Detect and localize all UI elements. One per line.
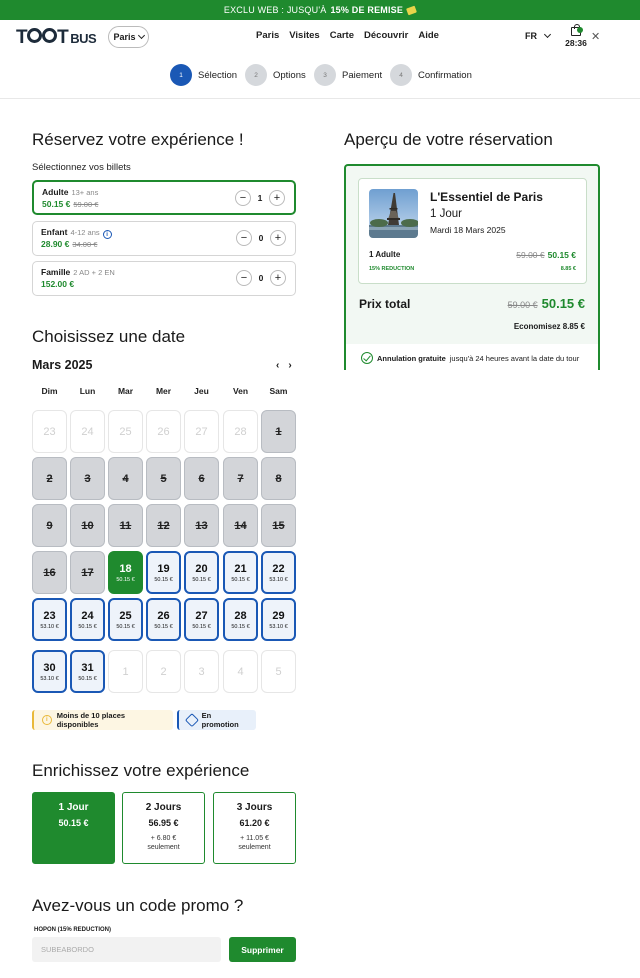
quantity-value: 1 [257, 193, 263, 203]
day-number: 26 [157, 609, 170, 622]
weekday-label: Dim [41, 386, 58, 396]
calendar-day[interactable] [108, 551, 143, 594]
decrement-button[interactable]: − [236, 230, 252, 246]
cart-button[interactable] [564, 25, 588, 53]
day-number: 8 [275, 472, 282, 485]
day-number: 31 [81, 661, 94, 674]
step-options[interactable]: 2 Options [245, 62, 306, 88]
ticket-enfant[interactable]: Enfant 4-12 ans i 28.90 € 34.00 € − 0 + [32, 221, 296, 256]
day-number: 1 [122, 665, 129, 678]
city-selector[interactable]: Paris [108, 26, 149, 48]
enrich-title: Enrichissez votre expérience [32, 761, 250, 780]
calendar-day [261, 410, 296, 453]
day-price: 50.15 € [231, 576, 250, 583]
calendar-day [70, 504, 105, 547]
quantity-stepper [235, 190, 285, 206]
calendar-day [108, 457, 143, 500]
day-number: 11 [119, 519, 132, 532]
calendar-day[interactable] [146, 598, 181, 641]
nav-paris[interactable]: Paris [256, 30, 280, 41]
day-number: 24 [81, 609, 94, 622]
calendar-day [146, 504, 181, 547]
increment-button[interactable]: + [270, 230, 286, 246]
promo-banner: EXCLU WEB : JUSQU'À 15% DE REMISE [0, 0, 640, 20]
cart-badge [577, 27, 583, 33]
day-number: 19 [157, 562, 170, 575]
day-price: 53.10 € [40, 623, 59, 630]
quantity-value: 0 [258, 273, 264, 283]
day-number: 3 [84, 472, 91, 485]
calendar-day [146, 457, 181, 500]
day-price: 53.10 € [269, 623, 288, 630]
day-number: 10 [81, 519, 94, 532]
checkout-steps [0, 62, 640, 88]
check-circle-icon [361, 352, 373, 364]
nav-carte[interactable]: Carte [329, 30, 355, 41]
quantity-value: 0 [258, 233, 264, 243]
day-number: 16 [43, 566, 56, 579]
calendar-day [261, 457, 296, 500]
day-number: 15 [272, 519, 285, 532]
main-nav [256, 30, 439, 41]
day-number: 21 [234, 562, 247, 575]
site-header [0, 20, 640, 56]
remove-promo-button[interactable]: Supprimer [229, 937, 296, 962]
calendar-day [32, 504, 67, 547]
total-label: Prix total [359, 297, 411, 311]
step-paiement[interactable]: 3 Paiement [314, 62, 382, 88]
legend-promotion: En promotion [177, 710, 256, 730]
duration-option-2[interactable]: 2 Jours 56.95 € + 6.80 € seulement [122, 792, 205, 864]
calendar-day [32, 457, 67, 500]
line-item-price: 59.00 € 50.15 € [516, 250, 576, 260]
calendar-day [223, 504, 258, 547]
day-number: 7 [237, 472, 244, 485]
day-price: 50.15 € [192, 623, 211, 630]
calendar-day [184, 650, 219, 693]
calendar-day [223, 650, 258, 693]
chevron-down-icon [544, 31, 551, 38]
day-price: 50.15 € [231, 623, 250, 630]
day-number: 12 [157, 519, 170, 532]
nav-visites[interactable]: Visites [289, 30, 320, 41]
day-number: 22 [272, 562, 285, 575]
day-number: 23 [43, 425, 56, 438]
calendar-day[interactable] [261, 551, 296, 594]
calendar-day[interactable] [223, 551, 258, 594]
calendar-day[interactable] [261, 598, 296, 641]
day-number: 30 [43, 661, 56, 674]
calendar-day[interactable] [32, 598, 67, 641]
day-number: 4 [122, 472, 129, 485]
promo-code-input[interactable] [32, 937, 221, 962]
savings-text: Economisez 8.85 € [513, 322, 585, 331]
day-number: 27 [195, 425, 208, 438]
calendar-day [146, 410, 181, 453]
booking-summary [344, 164, 600, 370]
warning-icon: i [42, 715, 52, 725]
calendar-day[interactable] [184, 551, 219, 594]
day-number: 25 [119, 609, 132, 622]
weekday-label: Lun [79, 386, 96, 396]
tickets-label: Sélectionnez vos billets [32, 162, 131, 173]
calendar-day [261, 650, 296, 693]
calendar-day[interactable] [32, 650, 67, 693]
info-icon[interactable]: i [103, 230, 112, 239]
reduction-label: 15% REDUCTION [369, 266, 415, 272]
increment-button[interactable]: + [269, 190, 285, 206]
day-number: 14 [234, 519, 247, 532]
calendar-day [223, 457, 258, 500]
step-selection[interactable]: 1 Sélection [170, 62, 237, 88]
calendar-day [184, 410, 219, 453]
calendar-day [70, 551, 105, 594]
weekday-label: Jeu [194, 386, 209, 396]
total-price: 59.00 € 50.15 € [507, 296, 585, 311]
promo-code-label: HOPON (15% REDUCTION) [34, 927, 112, 933]
quantity-stepper [236, 270, 286, 286]
day-price: 53.10 € [40, 675, 59, 682]
calendar-day [32, 551, 67, 594]
weekday-label: Sam [269, 386, 288, 396]
day-price: 53.10 € [269, 576, 288, 583]
day-number: 6 [198, 472, 205, 485]
calendar-day[interactable] [184, 598, 219, 641]
nav-decouvrir[interactable]: Découvrir [364, 30, 409, 41]
language-selector[interactable]: FR [525, 31, 550, 41]
calendar-day [184, 504, 219, 547]
day-number: 24 [81, 425, 94, 438]
day-number: 1 [275, 425, 282, 438]
calendar-day[interactable] [146, 551, 181, 594]
calendar-day [261, 504, 296, 547]
calendar-day[interactable] [70, 650, 105, 693]
calendar-day [108, 410, 143, 453]
calendar-day [108, 650, 143, 693]
day-number: 5 [160, 472, 167, 485]
free-cancellation: Annulation gratuite jusqu'à 24 heures avant la date du tour [346, 344, 598, 372]
day-price: 50.15 € [78, 675, 97, 682]
cart-timer: 28:36 [565, 38, 587, 48]
product-duration: 1 Jour [430, 208, 462, 220]
ticket-famille[interactable]: Famille 2 AD + 2 EN 152.00 € − 0 + [32, 261, 296, 296]
booking-title: Réservez votre expérience ! [32, 130, 244, 149]
calendar-day [108, 504, 143, 547]
legend-low-availability: i Moins de 10 places disponibles [32, 710, 173, 730]
product-date: Mardi 18 Mars 2025 [430, 225, 506, 235]
reduction-value: 8.85 € [560, 266, 576, 272]
day-number: 23 [43, 609, 56, 622]
next-month-icon[interactable]: › [288, 360, 292, 371]
day-number: 20 [195, 562, 208, 575]
calendar-day [184, 457, 219, 500]
day-number: 18 [119, 562, 132, 575]
eiffel-tower-image [369, 189, 418, 238]
day-number: 25 [119, 425, 132, 438]
decrement-button[interactable]: − [235, 190, 251, 206]
weekday-label: Mar [117, 386, 134, 396]
product-card [358, 178, 587, 284]
close-icon[interactable]: ✕ [591, 31, 601, 43]
quantity-stepper [236, 230, 286, 246]
duration-option-3[interactable]: 3 Jours 61.20 € + 11.05 € seulement [213, 792, 296, 864]
calendar-day[interactable] [108, 598, 143, 641]
summary-title: Aperçu de votre réservation [344, 130, 553, 149]
day-number: 28 [234, 425, 247, 438]
chevron-down-icon [137, 32, 144, 39]
ticket-adulte[interactable]: Adulte 13+ ans 50.15 € 59.00 € − 1 + [32, 180, 296, 215]
day-price: 50.15 € [116, 576, 135, 583]
step-confirmation[interactable]: 4 Confirmation [390, 62, 472, 88]
calendar-day[interactable] [70, 598, 105, 641]
calendar-day [32, 410, 67, 453]
prev-month-icon[interactable]: ‹ [276, 360, 280, 371]
increment-button[interactable]: + [270, 270, 286, 286]
calendar-day[interactable] [223, 598, 258, 641]
date-title: Choisissez une date [32, 327, 186, 346]
weekday-label: Mer [155, 386, 172, 396]
line-item-label: 1 Adulte [369, 250, 401, 259]
day-price: 50.15 € [78, 623, 97, 630]
calendar-month: Mars 2025 [32, 358, 93, 372]
product-title: L'Essentiel de Paris [430, 190, 543, 204]
day-number: 13 [195, 519, 208, 532]
day-number: 2 [46, 472, 53, 485]
tootbus-logo[interactable]: T T BUS [16, 27, 97, 48]
day-number: 17 [81, 566, 94, 579]
weekday-label: Ven [232, 386, 249, 396]
day-number: 2 [160, 665, 167, 678]
day-number: 5 [275, 665, 282, 678]
day-number: 3 [198, 665, 205, 678]
calendar-day [70, 410, 105, 453]
promo-tag-icon [185, 713, 199, 727]
calendar-day [146, 650, 181, 693]
nav-aide[interactable]: Aide [418, 30, 439, 41]
calendar-day [70, 457, 105, 500]
tag-icon [406, 5, 417, 15]
day-number: 4 [237, 665, 244, 678]
day-price: 50.15 € [154, 623, 173, 630]
day-number: 28 [234, 609, 247, 622]
decrement-button[interactable]: − [236, 270, 252, 286]
header-divider [0, 98, 640, 99]
promo-title: Avez-vous un code promo ? [32, 896, 244, 915]
day-price: 50.15 € [116, 623, 135, 630]
day-number: 29 [272, 609, 285, 622]
day-number: 27 [195, 609, 208, 622]
day-price: 50.15 € [192, 576, 211, 583]
calendar-nav [276, 360, 292, 371]
duration-option-1[interactable]: 1 Jour 50.15 € [32, 792, 115, 864]
calendar-day [223, 410, 258, 453]
day-number: 9 [46, 519, 53, 532]
day-number: 26 [157, 425, 170, 438]
day-price: 50.15 € [154, 576, 173, 583]
